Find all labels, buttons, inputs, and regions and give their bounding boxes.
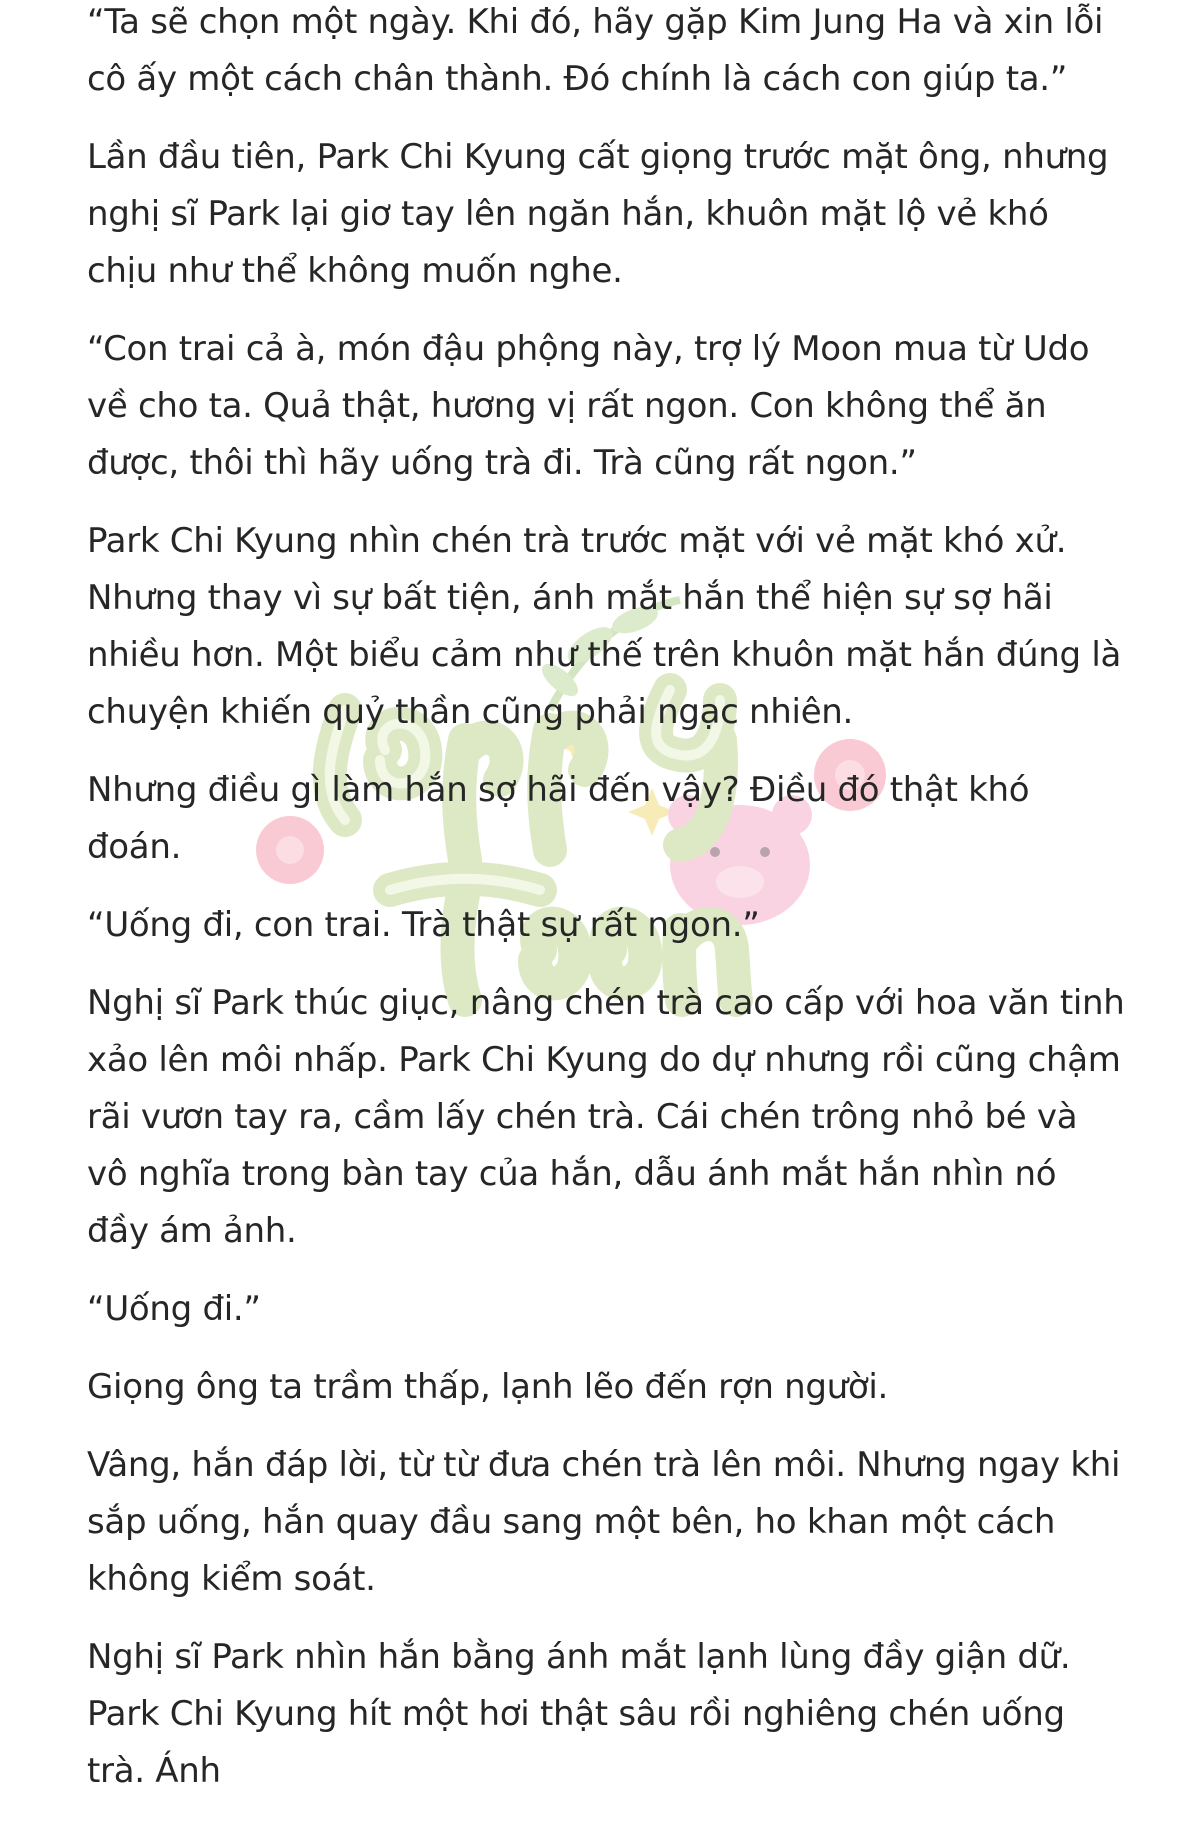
paragraph: “Ta sẽ chọn một ngày. Khi đó, hãy gặp Kim Jung Ha và xin lỗi cô ấy một cách chân thành. Đó chính là cách con giúp ta.” xyxy=(87,2,1104,99)
paragraph: Vâng, hắn đáp lời, từ từ đưa chén trà lên môi. Nhưng ngay khi sắp uống, hắn quay đầu sang một bên, ho khan một cách không kiểm soát. xyxy=(87,1445,1121,1599)
paragraph: Nghị sĩ Park thúc giục, nâng chén trà cao cấp với hoa văn tinh xảo lên môi nhấp. Park Chi Kyung do dự nhưng rồi cũng chậm rãi vươn tay ra, cầm lấy chén trà. Cái chén trông nhỏ bé và vô nghĩa trong bàn tay của hắn, dẫu ánh mắt hắn nhìn nó đầy ám ảnh. xyxy=(87,983,1125,1251)
paragraph: “Con trai cả à, món đậu phộng này, trợ lý Moon mua từ Udo về cho ta. Quả thật, hương vị rất ngon. Con không thể ăn được, thôi thì hãy uống trà đi. Trà cũng rất ngon.” xyxy=(87,329,1090,483)
paragraph: Park Chi Kyung nhìn chén trà trước mặt với vẻ mặt khó xử. Nhưng thay vì sự bất tiện, ánh mắt hắn thể hiện sự sợ hãi nhiều hơn. Một biểu cảm như thế trên khuôn mặt hắn đúng là chuyện khiến quỷ thần cũng phải ngạc nhiên. xyxy=(87,521,1121,732)
paragraph: Nghị sĩ Park nhìn hắn bằng ánh mắt lạnh lùng đầy giận dữ. Park Chi Kyung hít một hơi thật sâu rồi nghiêng chén uống trà. Ánh xyxy=(87,1637,1071,1791)
paragraph: Nhưng điều gì làm hắn sợ hãi đến vậy? Điều đó thật khó đoán. xyxy=(87,770,1030,867)
chapter-text xyxy=(87,0,1127,1821)
paragraph: “Uống đi.” xyxy=(87,1289,261,1329)
paragraph: Giọng ông ta trầm thấp, lạnh lẽo đến rợn người. xyxy=(87,1367,889,1407)
paragraph: Lần đầu tiên, Park Chi Kyung cất giọng trước mặt ông, nhưng nghị sĩ Park lại giơ tay lên ngăn hắn, khuôn mặt lộ vẻ khó chịu như thể không muốn nghe. xyxy=(87,137,1109,291)
paragraph: “Uống đi, con trai. Trà thật sự rất ngon.” xyxy=(87,905,760,945)
